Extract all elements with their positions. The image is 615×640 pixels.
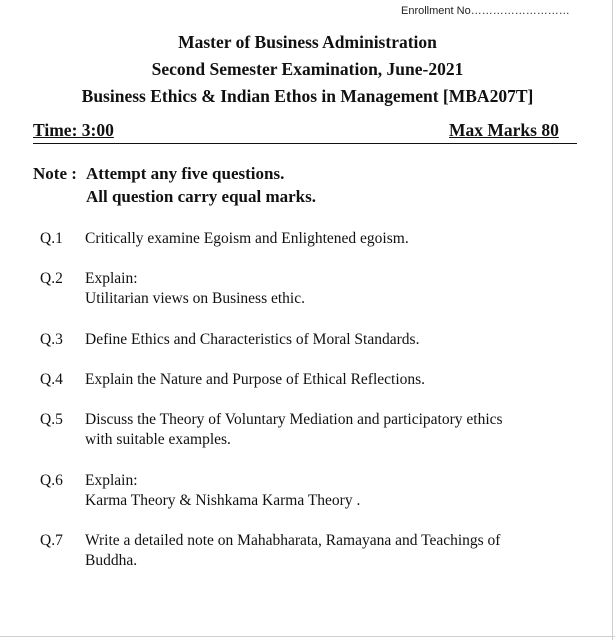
question-text: Buddha.	[85, 552, 138, 569]
question-text: Explain:	[85, 270, 138, 287]
enrollment-number-label: Enrollment No………………………	[401, 5, 570, 17]
subject-title: Business Ethics & Indian Ethos in Management [MBA207T]	[81, 86, 534, 106]
question-number: Q.1	[40, 230, 63, 247]
question-text: Critically examine Egoism and Enlightened egoism.	[85, 230, 409, 247]
question-number: Q.3	[40, 331, 63, 348]
exam-time: Time: 3:00	[33, 120, 114, 140]
question-text: Utilitarian views on Business ethic.	[85, 290, 305, 307]
question-text: Explain:	[85, 472, 138, 489]
max-marks: Max Marks 80	[449, 120, 559, 140]
question-text: Karma Theory & Nishkama Karma Theory .	[85, 492, 361, 509]
question-text: Explain the Nature and Purpose of Ethical Reflections.	[85, 371, 426, 388]
question-text: Define Ethics and Characteristics of Moral Standards.	[85, 331, 420, 348]
question-text: Discuss the Theory of Voluntary Mediation and participatory ethics	[85, 411, 503, 428]
note-line: All question carry equal marks.	[86, 187, 316, 206]
question-number: Q.5	[40, 411, 63, 428]
question-number: Q.7	[40, 532, 63, 549]
question-number: Q.4	[40, 371, 63, 388]
note-label: Note :	[33, 164, 77, 183]
question-text: Write a detailed note on Mahabharata, Ramayana and Teachings of	[85, 532, 501, 549]
page-edge-bottom	[0, 636, 615, 637]
exam-title: Second Semester Examination, June-2021	[151, 59, 464, 79]
note-line: Attempt any five questions.	[86, 164, 285, 183]
question-number: Q.2	[40, 270, 63, 287]
question-text: with suitable examples.	[85, 431, 231, 448]
program-title: Master of Business Administration	[178, 32, 437, 52]
question-number: Q.6	[40, 472, 63, 489]
header-divider	[33, 143, 577, 144]
